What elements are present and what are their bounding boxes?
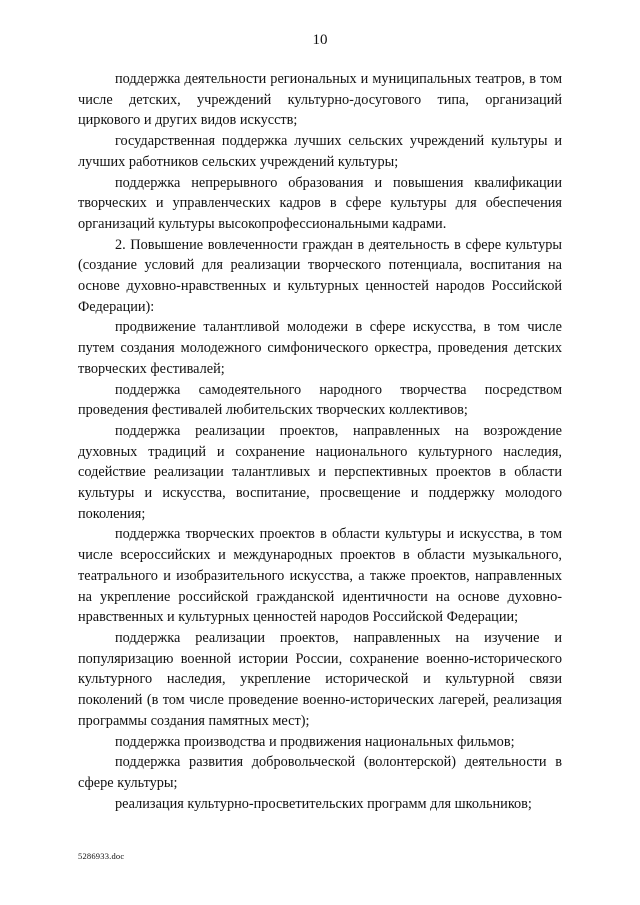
- paragraph: реализация культурно-просветительских программ для школьников;: [115, 795, 532, 812]
- paragraph: поддержка производства и продвижения национальных фильмов;: [115, 733, 515, 750]
- paragraph: поддержка непрерывного образования и повышения квалификации творческих и управленческих кадров в сфере культуры для обеспечения организаций культуры высокопрофессиональными кадрами.: [78, 174, 562, 232]
- page-number: 10: [312, 32, 328, 48]
- paragraph: поддержка реализации проектов, направленных на возрождение духовных традиций и сохранение национального культурного наследия, содействие реализации талантливых и перспективных проектов в области культуры и искусства, воспитание, просвещение и поддержку молодого поколения;: [78, 422, 562, 522]
- paragraph: поддержка деятельности региональных и муниципальных театров, в том числе детских, учреждений культурно-досугового типа, организаций циркового и других видов искусств;: [78, 71, 562, 129]
- document-body: [78, 69, 562, 814]
- section-heading-paragraph: 2. Повышение вовлеченности граждан в деятельность в сфере культуры (создание условий для реализации творческого потенциала, воспитания на основе духовно-нравственных и культурных ценностей народов Российской Федерации):: [78, 236, 562, 315]
- document-footer-filename: 5286933.doc: [78, 851, 125, 861]
- paragraph: поддержка самодеятельного народного творчества посредством проведения фестивалей любительских творческих коллективов;: [78, 381, 562, 419]
- paragraph: продвижение талантливой молодежи в сфере искусства, в том числе путем создания молодежного симфонического оркестра, проведения детских творческих фестивалей;: [78, 319, 562, 377]
- paragraph: государственная поддержка лучших сельских учреждений культуры и лучших работников сельских учреждений культуры;: [78, 133, 562, 170]
- paragraph: поддержка развития добровольческой (волонтерской) деятельности в сфере культуры;: [78, 754, 562, 791]
- paragraph: поддержка реализации проектов, направленных на изучение и популяризацию военной истории России, сохранение военно-исторического культурного наследия, укрепление исторической и культурной связи поколений (в том числе проведение военно-исторических лагерей, реализация программы создания памятных мест);: [78, 629, 562, 729]
- paragraph: поддержка творческих проектов в области культуры и искусства, в том числе всероссийских и международных проектов в области музыкального, театрального и изобразительного искусства, а также проектов, направленных на укрепление российской гражданской идентичности на основе духовно-нравственных и культурных ценностей народов Российской Федерации;: [78, 526, 562, 626]
